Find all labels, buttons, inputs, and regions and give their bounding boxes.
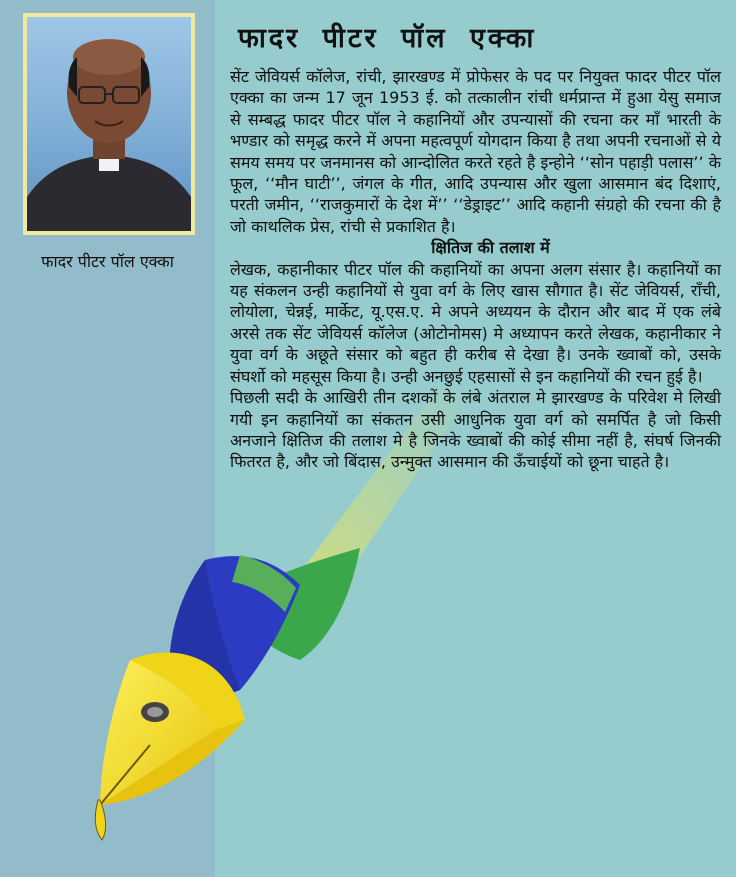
paragraph-stories: लेखक, कहानीकार पीटर पॉल की कहानियों का अपना अलग संसार है। कहानियों का यह संकलन उन्ही कहानियों से युवा वर्ग के लिए खास सौगात है। सेंट जेवियर्स, राँची, लोयोला, चेन्नई, मार्केट, यू.एस.ए. मे अपने अध्ययन के दौरान और बाद में एक लंबे अरसे तक सेंट जेवियर्स कॉलेज (ओटोनोमस) मे अध्यापन करते लेखक, कहानीकार ने युवा वर्ग के अछूते संसार को बहुत ही करीब से देखा है। उनके ख्वाबों को, उसके संघर्शो को महसूस किया है। उन्ही अनछुई एहसासों से इन कहानियों की रचन हुई है।	[230, 259, 721, 386]
paragraph-dedication: पिछली सदी के आखिरी तीन दशकों के लंबे अंतराल मे झारखण्ड के परिवेश मे लिखी गयी इन कहानियों का संकतन उसी आधुनिक युवा वर्ग को समर्पित है जो किसी अनजाने क्षितिज की तलाश मे है जिनके ख्वाबों की कोई सीमा नहीं है, संघर्ष जिनकी फितरत है, और जो बिंदास, उन्मुक्त आसमान की ऊँचाईयों को छूना चाहते है।	[230, 388, 721, 472]
paragraph-biography: सेंट जेवियर्स कॉलेज, रांची, झारखण्ड में प्रोफेसर के पद पर नियुक्त फादर पीटर पॉल एक्का का जन्म 17 जून 1953 ई. को तत्कालीन रांची धर्मप्रान्त में हुआ येसु समाज से सम्बद्ध फादर पीटर पॉल ने कहानियों और उपन्यासों की रचना कर माँ भारती के भण्डार को समृद्ध करने में अपना महत्वपूर्ण योगदान किया है तथा अपनी रचनाओं से ये समय समय पर जनमानस को आन्दोलित करते रहते है इन्होने ‘‘सोन पहाड़ी पलास’’ के फूल, ‘‘मौन घाटी’’, जंगल के गीत, आदि उपन्यास और खुला आसमान बंद दिशाएं, परती जमीन, ‘‘राजकुमारों के देश में’’ ‘‘डेड्राइट’’ आदि कहानी संग्रहो की रचना की है जो काथलिक प्रेस, रांची से प्रकाशित है।	[230, 67, 721, 236]
section-subheading: क्षितिज की तलाश में	[431, 238, 550, 258]
article-body	[230, 66, 721, 473]
portrait-figure	[27, 17, 191, 231]
page-title: फादर पीटर पॉल एक्का	[238, 23, 537, 54]
portrait-photo	[27, 17, 191, 231]
photo-frame	[23, 13, 195, 235]
photo-caption: फादर पीटर पॉल एक्का	[41, 252, 174, 271]
